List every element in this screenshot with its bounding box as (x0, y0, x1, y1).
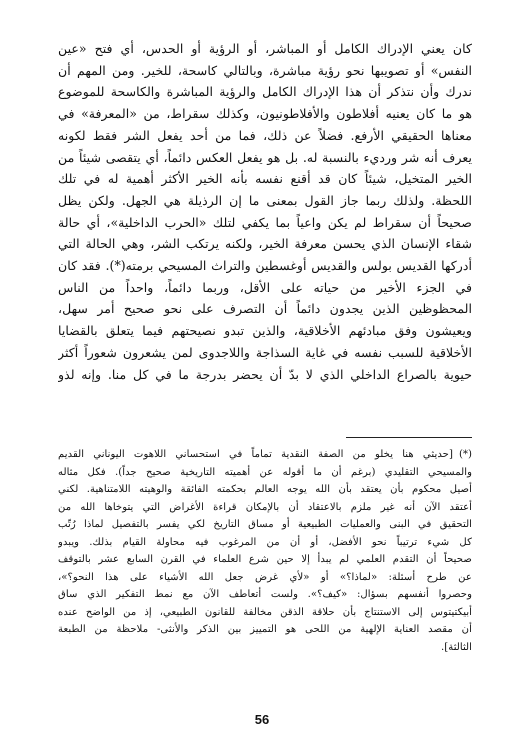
body-line: النفس» أو تصويبها نحو رؤية مباشرة، وبالتالي كاسحة، للخير. ومن المهم أن (58, 62, 472, 78)
body-line: صحيحاً أن سقراط لم يكن واعياً بما يكفي لتلك «الحرب الداخلية»، أي حالة (58, 214, 472, 230)
body-line: شقاء الإنسان الذي يحسن معرفة الخير، ولكنه يرتكب الشر، وهي الحالة التي (58, 236, 472, 252)
footnote-line: أصيل محكوم بأن يعتقد بأن الله يوجه العالم بحكمته الفائقة والوهيته اللامتناهية. لكني (58, 484, 472, 495)
body-line: أدركها القديس بولس والقديس أوغسطين والتراث المسيحي برمته(*). فقد كان (58, 258, 472, 274)
footnote-line: أبيكتيتوس إلى الاستنتاج بأن حلاقة الذقن مخالفة للقانون الطبيعي، إذ من الواضح عنده (58, 606, 472, 618)
footnote-line-text: [حديثي هنا يخلو من الصفة النقدية تماماً في استحساني اللاهوت اليوناني القديم (58, 449, 453, 460)
body-line: يعرف أنه شر ورديء بالنسبة له. بل هو يفعل العكس دائماً، أي يتقصى شيئاً من (58, 149, 472, 165)
body-line: اللحظة. ولذلك ربما جاز القول بمعنى ما إن الرذيلة هي الجهل. ولكن يظل (58, 192, 472, 208)
body-line: كان يعني الإدراك الكامل أو المباشر، أو الرؤية أو الحدس، أي فتح «عين (58, 41, 472, 56)
footnote-line: التحقيق في البنى والعمليات الطبيعية أو مساق التاريخ لكي يفسر بالتفصيل لماذا رُتّب (58, 519, 472, 530)
footnote-line: وحصروا أنفسهم بسؤال: «كيف؟». ولست أتعاطف الآن مع نمط التفكير الذي ساق (58, 589, 472, 600)
footnote-line: والمسيحي التقليدي (برغم أن ما أقوله عن أهميته التاريخية صحيح جداً). فكل مثاله (58, 466, 472, 478)
body-line: الأخلاقية للسبب نفسه في غاية السذاجة واللاجدوى لمن يشعرون شعوراً أكثر (58, 344, 472, 360)
body-line: حيوية بالصراع الداخلي الذي لا بدّ أن يحضر بدرجة ما في كل منا. وإنه لذو (58, 366, 472, 382)
body-line: ويعيشون وفق مبادئهم الأخلاقية، والذين تبدو نصيحتهم فيما يتعلق بالقضايا (58, 323, 472, 339)
footnote-line: أن مقصد العناية الإلهية من اللحى هو التمييز بين الذكر والأنثى- ملاحظة من الطبعة (58, 624, 472, 635)
body-line: هو ما كان يعنيه أفلاطون والأفلاطونيون، وكذلك سقراط، من «المعرفة» في (58, 106, 472, 122)
footnote-line: كل شيء ترتيباً نحو الأفضل، أو أن من المرغوب فيه محاولة القيام بذلك. ويبدو (58, 536, 472, 548)
footnote (58, 446, 472, 656)
body-line: في الجزء الأخير من حياته على الأقل، وربما دائماً، واحداً من الناس (58, 279, 472, 295)
body-line: ندرك وأن نتذكر أن هذا الإدراك الكامل والرؤية المباشرة والكاسحة للموضوع (58, 84, 472, 100)
body-line: الخير المتخيل، شيئاً كان قد أقنع نفسه بأنه الخير الأكثر أهمية له في تلك (58, 171, 472, 187)
footnote-line: صحيحاً أن التقدم العلمي لم يبدأ إلا حين شرع العلماء في القرن السابع عشر بالتوقف (58, 554, 472, 565)
page-number: 56 (254, 712, 270, 727)
footnote-divider (346, 437, 472, 438)
footnote-line: عن طرح أسئلة: «لماذا؟» أو «لأي غرض جعل الله الأشياء على هذا النحو؟»، (58, 571, 472, 583)
footnote-line (58, 446, 472, 464)
body-line: المحظوظين الذين يجدون دائماً أن التصرف على نحو صحيح أمر سهل، (58, 301, 472, 317)
body-text (58, 38, 472, 385)
footnote-line: أعتقد الآن أنه غير ملزم بالاعتقاد أن بالإمكان قراءة الأغراض التي يتوخاها الله من (58, 501, 472, 513)
footnote-marker: (*) (458, 449, 472, 460)
footnote-line: الثالثة]. (441, 641, 472, 653)
body-line: معناها الحقيقي الأرفع. فضلاً عن ذلك، فما من أحد يفعل الشر فقط لكونه (58, 127, 472, 143)
